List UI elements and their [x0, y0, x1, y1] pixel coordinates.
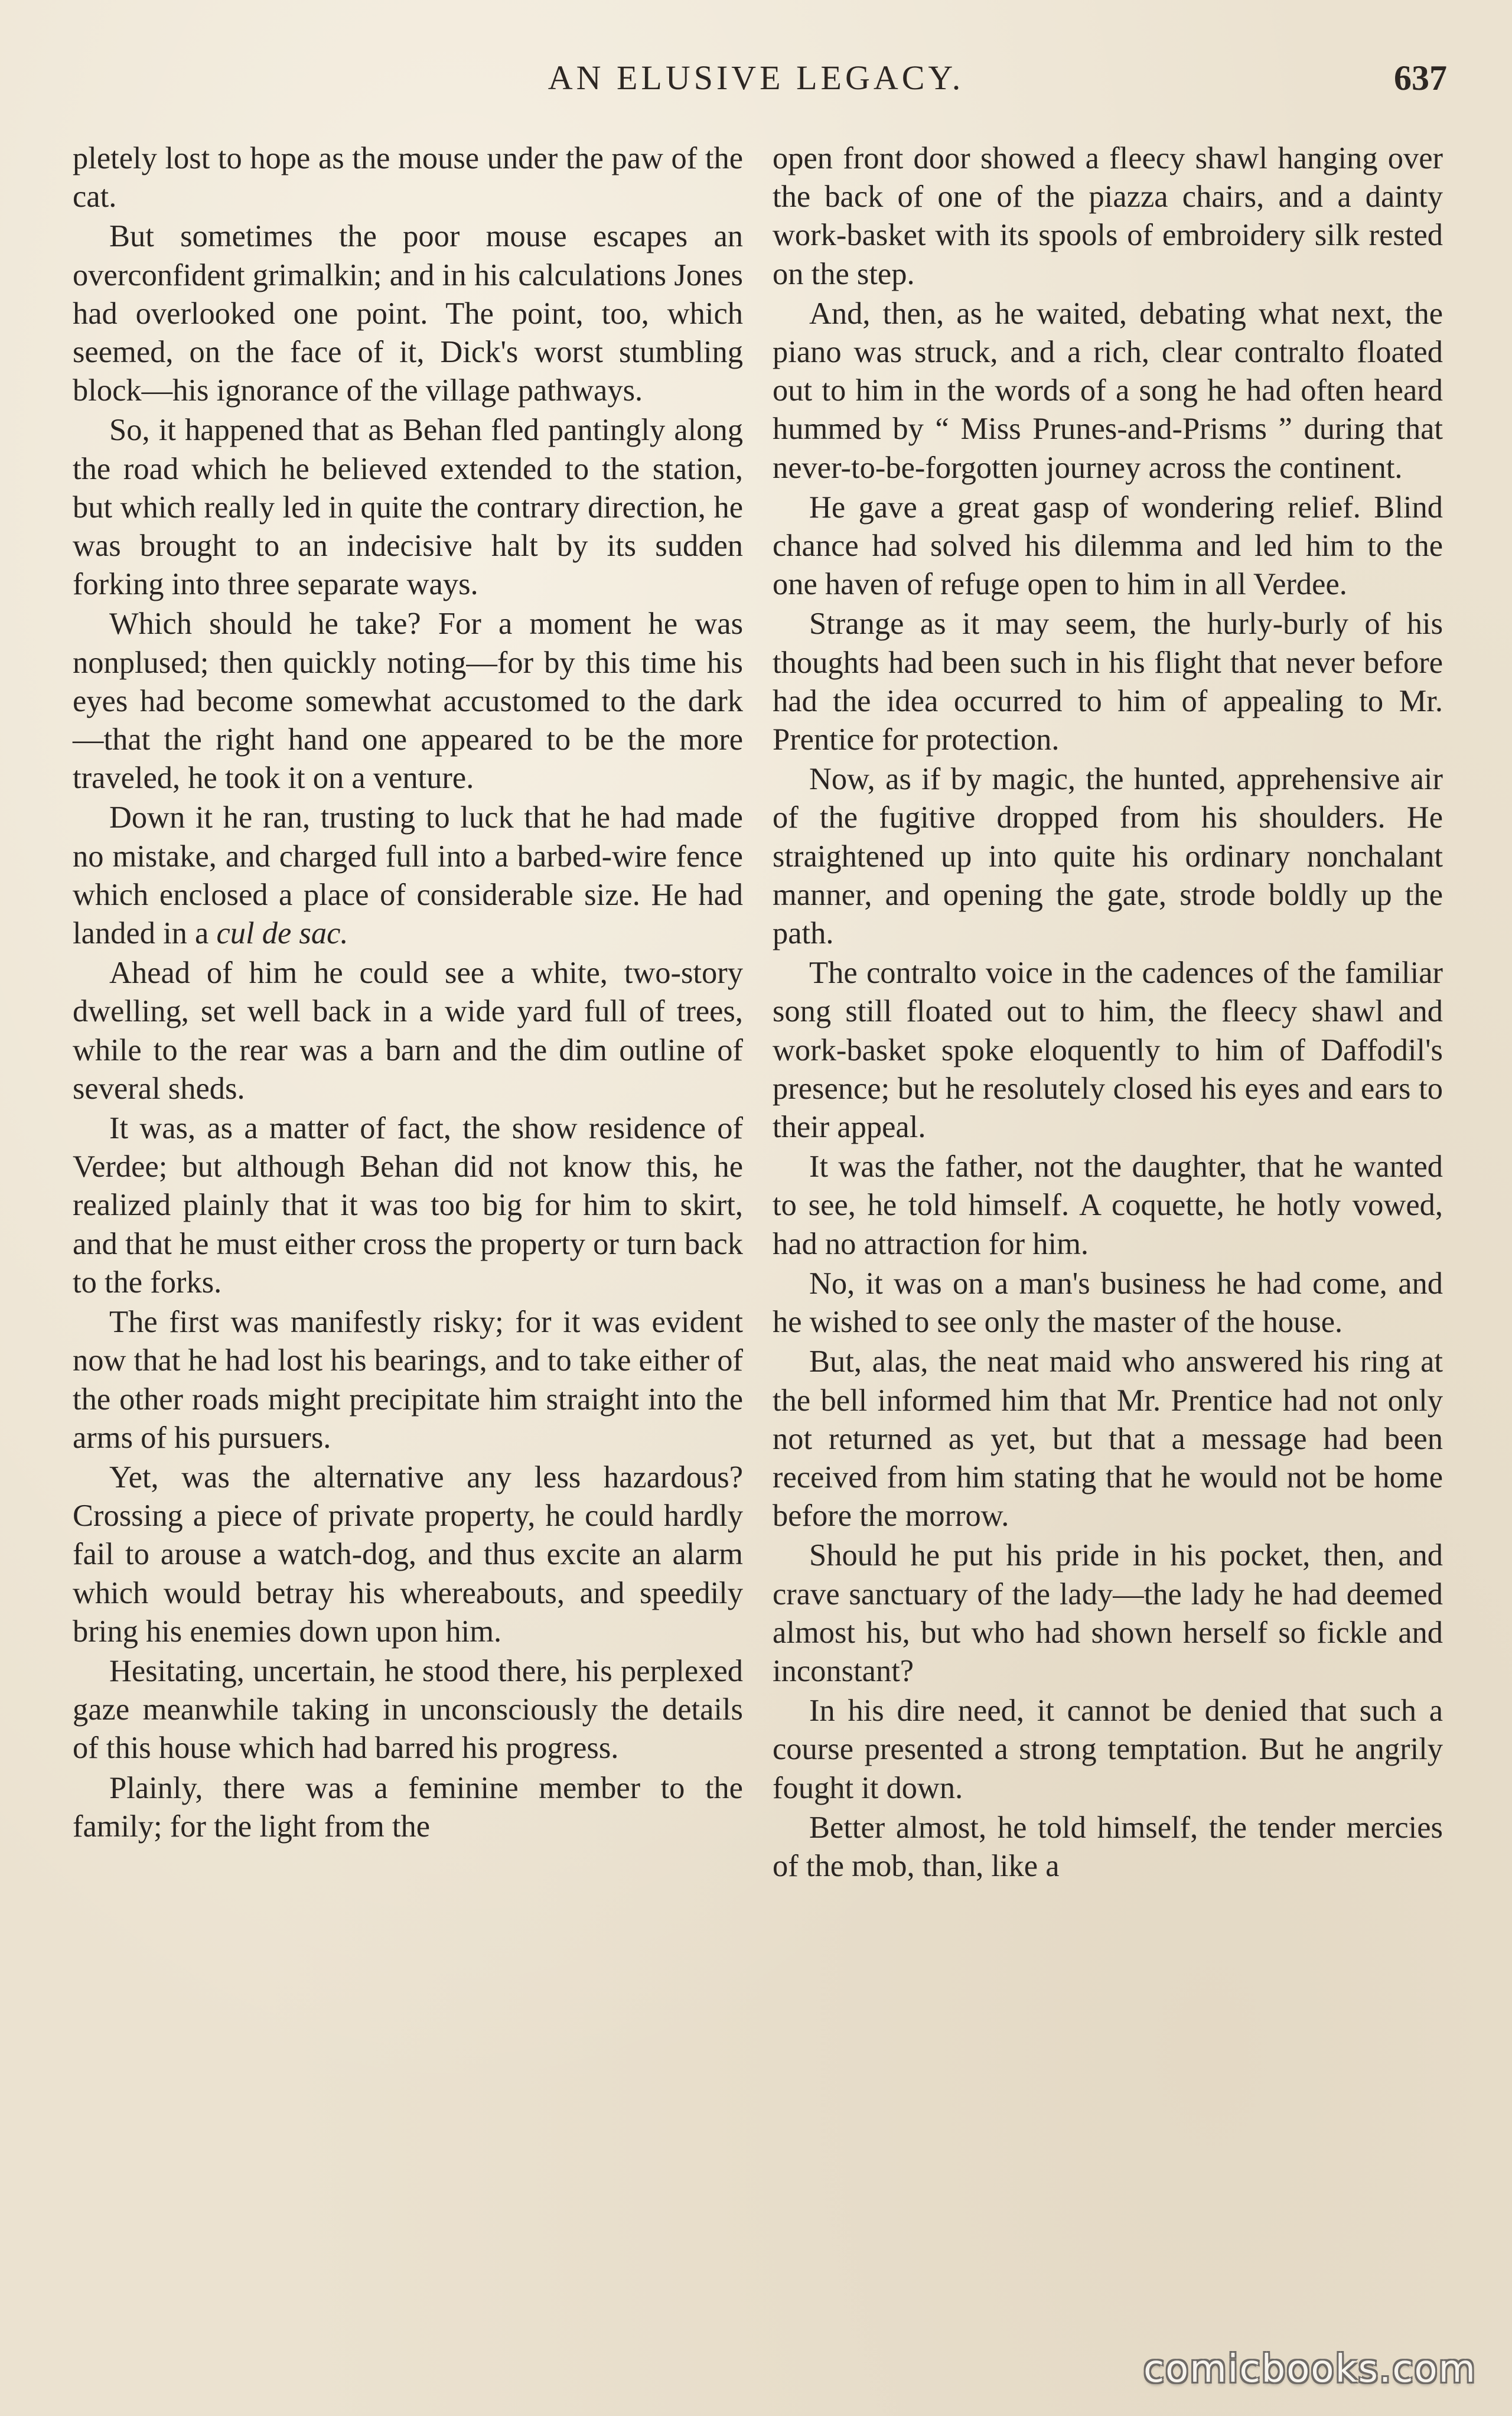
- running-title: AN ELUSIVE LEGACY.: [548, 58, 964, 97]
- paragraph: No, it was on a man's business he had come, and he wished to see only the master of the house.: [773, 1266, 1443, 1340]
- paragraph: Better almost, he told himself, the tender mercies of the mob, than, like a: [773, 1810, 1443, 1883]
- paragraph: Ahead of him he could see a white, two-story dwelling, set well back in a wide yard full of trees, while to the rear was a barn and the dim outline of several sheds.: [73, 956, 743, 1106]
- paragraph: pletely lost to hope as the mouse under the paw of the cat.: [73, 141, 743, 214]
- paragraph: He gave a great gasp of wondering relief. Blind chance had solved his dilemma and led him to the one haven of refuge open to him in all Verdee.: [773, 490, 1443, 602]
- paragraph: Plainly, there was a feminine member to the family; for the light from the: [73, 1770, 743, 1844]
- paragraph: It was the father, not the daughter, that he wanted to see, he told himself. A coquette, he hotly vowed, had no attraction for him.: [773, 1150, 1443, 1261]
- paragraph: In his dire need, it cannot be denied that such a course presented a strong temptation. But he angrily fought it down.: [773, 1694, 1443, 1805]
- paragraph: open front door showed a fleecy shawl hanging over the back of one of the piazza chairs, and a dainty work-basket with its spools of embroidery silk rested on the step.: [773, 141, 1443, 291]
- paragraph: [73, 799, 743, 953]
- running-head: [0, 54, 1512, 102]
- paragraph: Strange as it may seem, the hurly-burly of his thoughts had been such in his flight that never before had the idea occurred to him of appealing to Mr. Prentice for protection.: [773, 607, 1443, 757]
- watermark: comicbooks.com: [1143, 2347, 1477, 2391]
- paragraph-text: Down it he ran, trusting to luck that he had made no mistake, and charged full into a barbed-wire fence which enclosed a place of considerable size. He had landed in a: [73, 800, 743, 951]
- paragraph: The contralto voice in the cadences of the familiar song still floated out to him, the fleecy shawl and work-basket spoke eloquently to him of Daffodil's presence; but he resolutely closed his eyes and ears to their appeal.: [773, 956, 1443, 1145]
- paragraph: Now, as if by magic, the hunted, apprehensive air of the fugitive dropped from his shoulders. He straightened up into quite his ordinary nonchalant manner, and opening the gate, strode boldly up the path.: [773, 762, 1443, 951]
- paragraph: Yet, was the alternative any less hazardous? Crossing a piece of private property, he could hardly fail to arouse a watch-dog, and thus excite an alarm which would betray his whereabouts, and speedily bring his enemies down upon him.: [73, 1460, 743, 1649]
- paragraph: It was, as a matter of fact, the show residence of Verdee; but although Behan did not know this, he realized plainly that it was too big for him to skirt, and that he must either cross the property or turn back to the forks.: [73, 1111, 743, 1300]
- page-number: 637: [1394, 58, 1447, 97]
- paragraph: Should he put his pride in his pocket, then, and crave sanctuary of the lady—the lady he had deemed almost his, but who had shown herself so fickle and inconstant?: [773, 1538, 1443, 1688]
- paragraph: Hesitating, uncertain, he stood there, his perplexed gaze meanwhile taking in unconsciously the details of this house which had barred his progress.: [73, 1653, 743, 1766]
- paragraph: And, then, as he waited, debating what next, the piano was struck, and a rich, clear contralto floated out to him in the words of a song he had often heard hummed by “ Miss Prunes-and-Prisms ” during that never-to-be-forgotten journey across the continent.: [773, 296, 1443, 485]
- paragraph: Which should he take? For a moment he was nonplused; then quickly noting—for by this time his eyes had become somewhat accustomed to the dark—that the right hand one appeared to be the more traveled, he took it on a venture.: [73, 607, 743, 796]
- paragraph: So, it happened that as Behan fled pantingly along the road which he believed extended to the station, but which really led in quite the contrary direction, he was brought to an indecisive halt by its sudden forking into three separate ways.: [73, 413, 743, 602]
- paragraph: But, alas, the neat maid who answered his ring at the bell informed him that Mr. Prentice had not only not returned as yet, but that a message had been received from him stating that he would not be home before the morrow.: [773, 1344, 1443, 1533]
- left-column: [73, 139, 743, 1846]
- italic-phrase: cul de sac.: [216, 916, 348, 951]
- right-column: [773, 139, 1443, 1886]
- paragraph: But sometimes the poor mouse escapes an overconfident grimalkin; and in his calculations Jones had overlooked one point. The point, too, which seemed, on the face of it, Dick's worst stumbling block—his ignorance of the village pathways.: [73, 219, 743, 408]
- paragraph: The first was manifestly risky; for it was evident now that he had lost his bearings, and to take either of the other roads might precipitate him straight into the arms of his pursuers.: [73, 1305, 743, 1455]
